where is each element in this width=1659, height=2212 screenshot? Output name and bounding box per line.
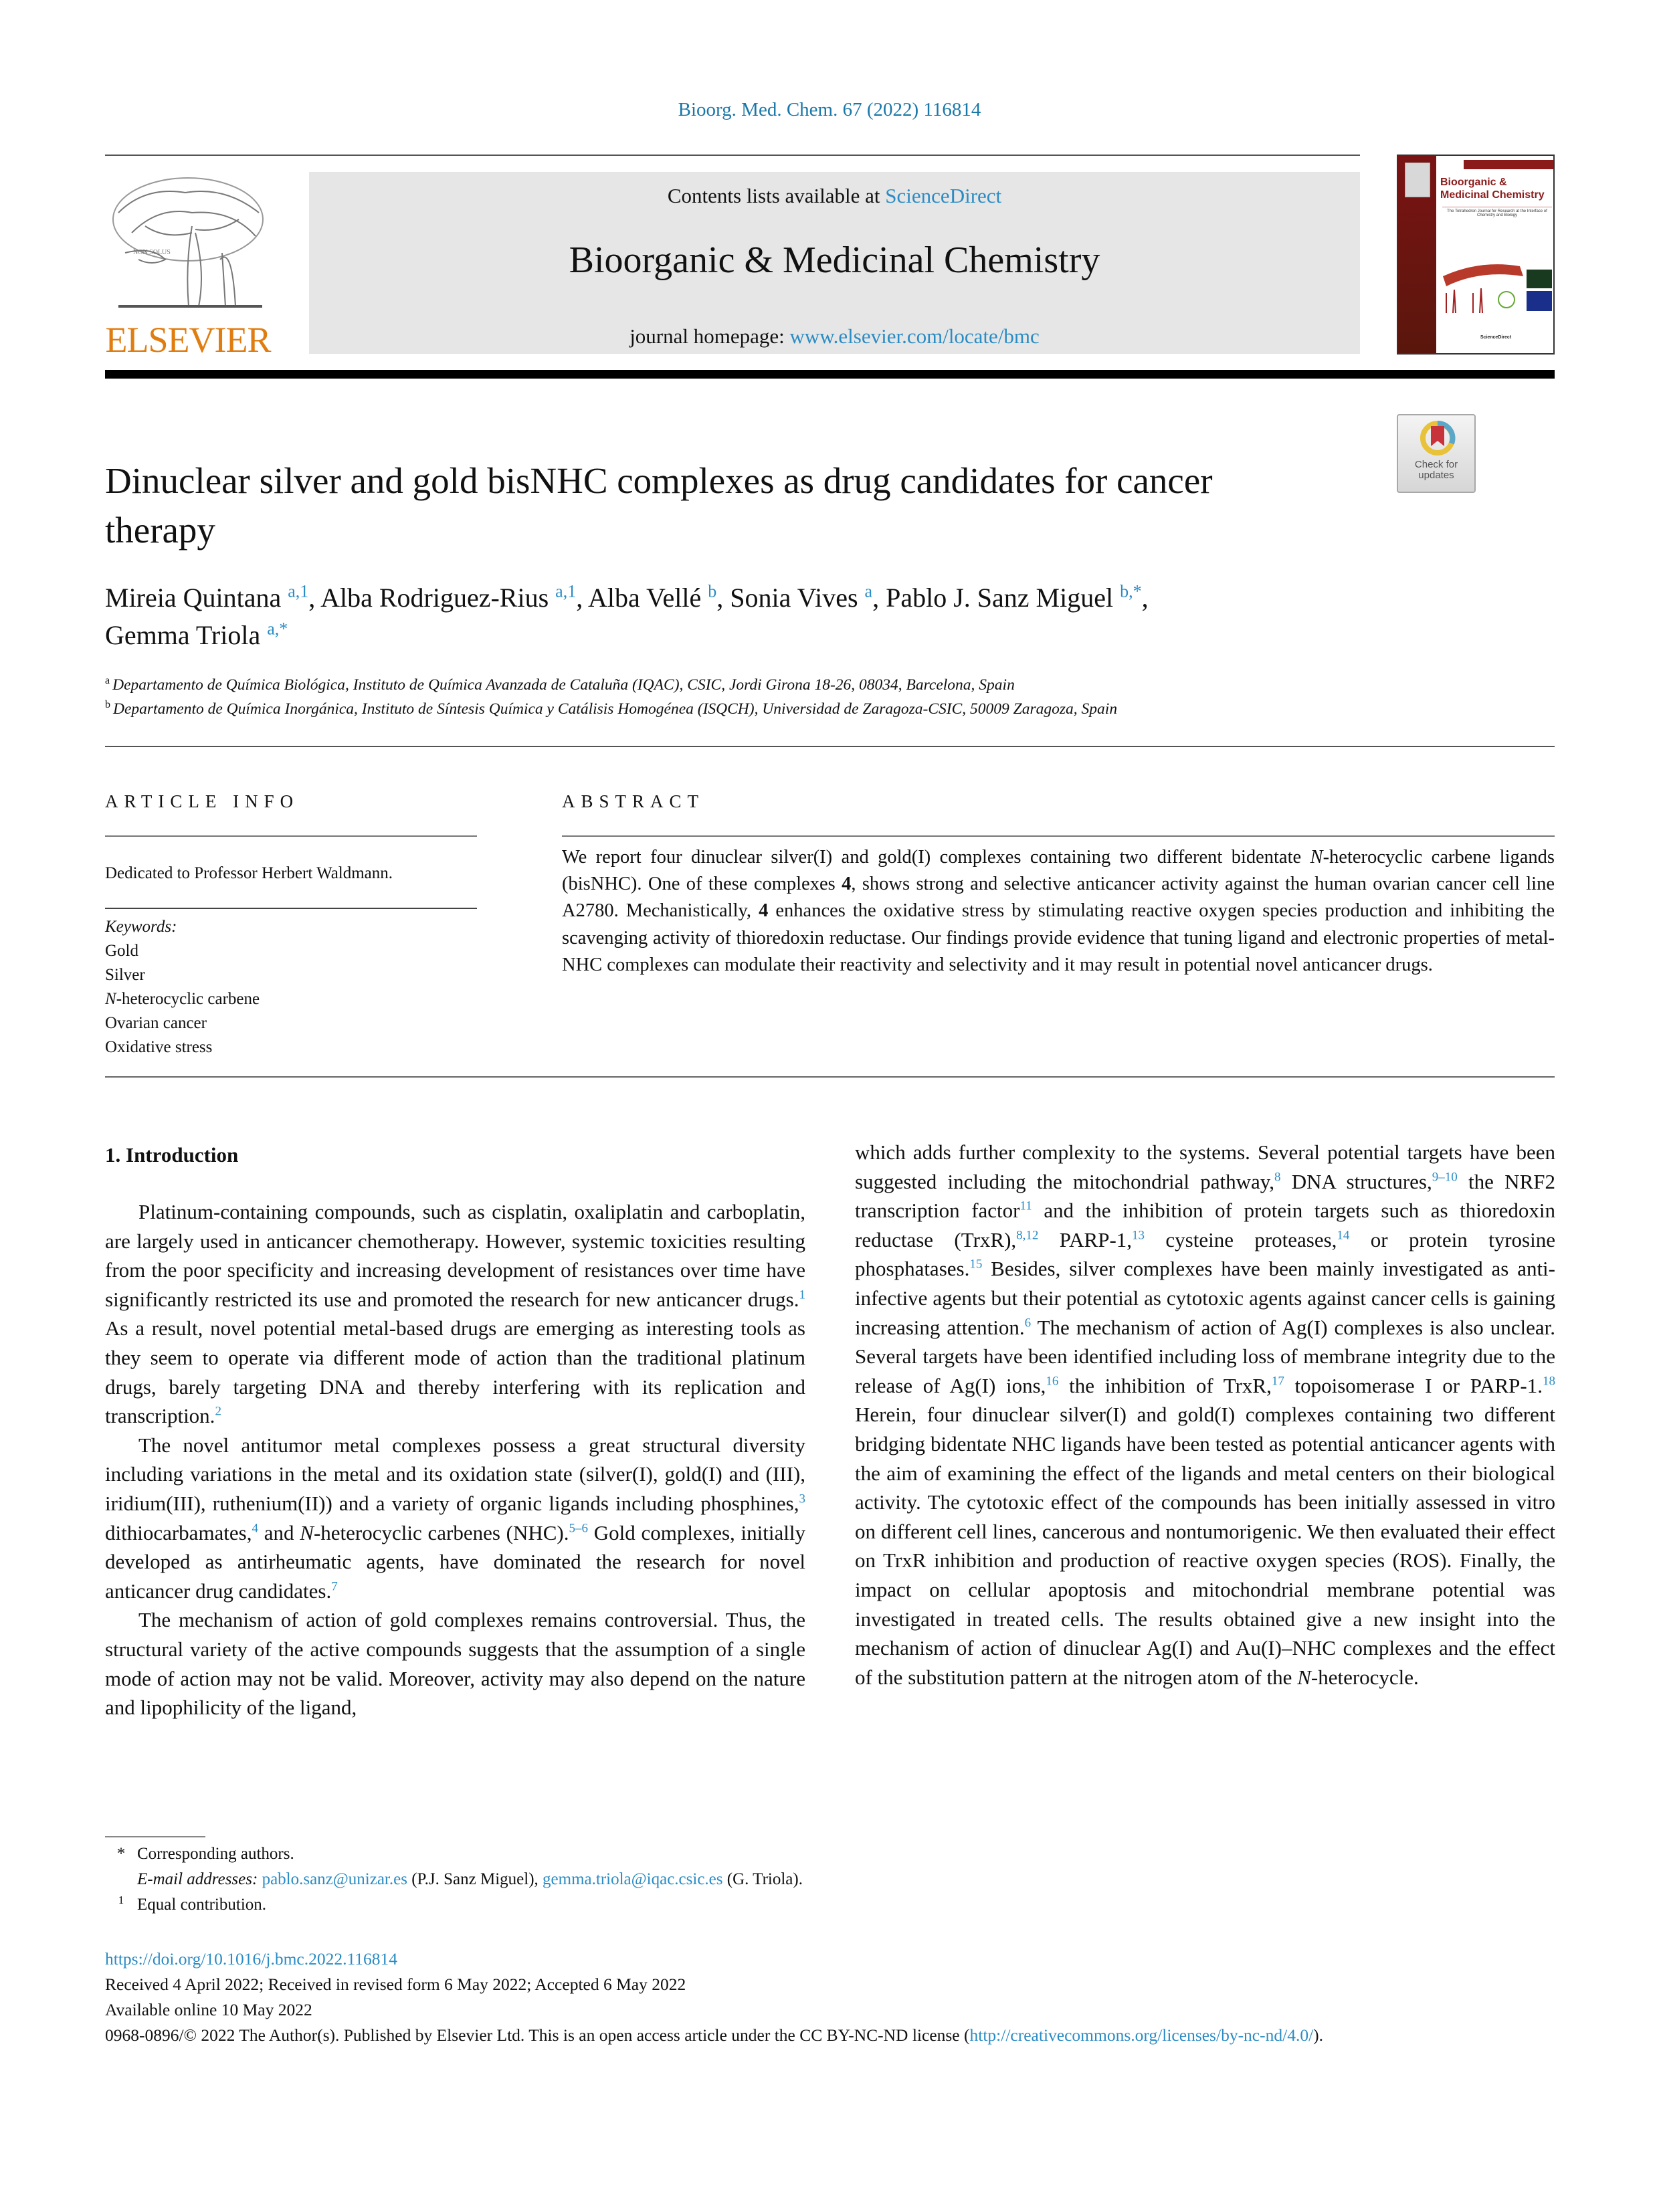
footnote-emails: E-mail addresses: pablo.sanz@unizar.es (P.J. Sanz Miguel), gemma.triola@iqac.csic.es (G. Triola). <box>137 1870 803 1888</box>
author-name[interactable]: Gemma Triola <box>105 620 261 650</box>
article-info-heading: ARTICLE INFO <box>105 791 300 811</box>
reference-link[interactable]: 5–6 <box>569 1521 588 1536</box>
bookmark-badge-icon <box>1420 419 1456 457</box>
license-statement: 0968-0896/© 2022 The Author(s). Published by Elsevier Ltd. This is an open access article under the CC BY-NC-ND license (http://creativecommons.org/licenses/by-nc-nd/4.0/). <box>105 2025 1324 2045</box>
keyword: Gold <box>105 942 138 960</box>
paragraph: Platinum-containing compounds, such as cisplatin, oxaliplatin and carboplatin, are largely used in anticancer chemotherapy. However, systemic toxicities resulting from the poor specificity and increasing development of resistances over time have significantly restricted its use and promoted the research for new anticancer drugs.$^1$ As a result, novel potential metal-based drugs are emerging as interesting tools as they seem to operate via different mode of action than the traditional platinum drugs, barely targeting DNA and thereby interfering with its replication and transcription.$^2$ <box>105 1200 805 1428</box>
author-name[interactable]: Mireia Quintana <box>105 583 282 613</box>
reference-link[interactable]: 9–10 <box>1432 1170 1458 1185</box>
author-name[interactable]: Alba Vellé <box>588 583 702 613</box>
cover-subtitle: The Tetrahedron Journal for Research at the Interface of Chemistry and Biology <box>1442 207 1552 217</box>
keyword: Oxidative stress <box>105 1038 213 1056</box>
affiliations <box>105 673 1510 721</box>
author-name[interactable]: Alba Rodriguez-Rius <box>320 583 549 613</box>
keyword: N-heterocyclic carbene <box>105 990 260 1008</box>
tree-logo-icon <box>105 173 271 320</box>
author-name[interactable]: Sonia Vives <box>730 583 858 613</box>
author-affiliation-mark[interactable]: a,* <box>267 619 288 639</box>
journal-citation-link[interactable]: Bioorg. Med. Chem. 67 (2022) 116814 <box>678 99 981 120</box>
keywords-rule <box>105 908 477 909</box>
header-thick-rule <box>105 370 1555 379</box>
license-link[interactable]: http://creativecommons.org/licenses/by-nc-nd/4.0/ <box>969 2025 1314 2045</box>
abstract-heading: ABSTRACT <box>562 791 705 811</box>
footnote-rule <box>105 1836 205 1837</box>
cover-title: Bioorganic & Medicinal Chemistry <box>1440 177 1545 201</box>
reference-link[interactable]: 18 <box>1543 1374 1555 1389</box>
reference-link[interactable]: 1 <box>799 1288 805 1302</box>
author-affiliation-mark[interactable]: b <box>708 581 717 601</box>
keywords-list <box>105 915 260 1060</box>
author-list: Mireia Quintana $^{a,1}$, Alba Rodriguez-Rius $^{a,1}$, Alba Vellé $^b$, Sonia Vives $^a$, Pablo J. Sanz Miguel $^{b,*}$, Gemma Triola $^{a,*}$ <box>105 581 1149 650</box>
article-footer <box>105 1946 1563 2048</box>
reference-link[interactable]: 2 <box>215 1404 221 1419</box>
affiliation-item: $^b$ Departamento de Química Inorgánica, Instituto de Síntesis Química y Catálisis Homogénea (ISQCH), Universidad de Zaragoza-CSIC, 50009 Zaragoza, Spain <box>105 699 1118 718</box>
reference-link[interactable]: 13 <box>1132 1228 1145 1243</box>
author-affiliation-mark[interactable]: b,* <box>1120 581 1142 601</box>
body-column-right <box>855 1138 1555 1692</box>
email-link[interactable]: gemma.triola@iqac.csic.es <box>543 1870 723 1888</box>
email-link[interactable]: pablo.sanz@unizar.es <box>262 1870 407 1888</box>
author-affiliation-mark[interactable]: a,1 <box>555 581 577 601</box>
article-info-rule <box>105 835 477 837</box>
doi-link[interactable]: https://doi.org/10.1016/j.bmc.2022.116814 <box>105 1949 398 1969</box>
keywords-label: Keywords: <box>105 918 177 936</box>
reference-link[interactable]: 8 <box>1274 1170 1281 1185</box>
journal-name: Bioorganic & Medicinal Chemistry <box>569 239 1100 281</box>
keyword: Ovarian cancer <box>105 1014 207 1032</box>
check-for-updates-button[interactable] <box>1397 414 1476 493</box>
journal-banner <box>309 172 1360 354</box>
journal-cover-image[interactable] <box>1397 155 1555 355</box>
author-name[interactable]: Pablo J. Sanz Miguel <box>886 583 1114 613</box>
abstract-rule <box>562 835 1555 837</box>
journal-homepage-link[interactable]: www.elsevier.com/locate/bmc <box>789 324 1040 348</box>
keyword: Silver <box>105 966 145 984</box>
cover-top-bar <box>1464 160 1553 169</box>
elsevier-logo[interactable] <box>105 173 271 360</box>
footnote-equal-contribution: 1 Equal contribution. <box>118 1893 267 1914</box>
homepage-line: journal homepage: www.elsevier.com/locate/bmc <box>629 324 1040 348</box>
affiliation-item: $^a$ Departamento de Química Biológica, Instituto de Química Avanzada de Cataluña (IQAC), CSIC, Jordi Girona 18-26, 08034, Barcelona, Spain <box>105 675 1015 694</box>
reference-link[interactable]: 14 <box>1337 1228 1350 1243</box>
svg-text:NON SOLUS: NON SOLUS <box>133 249 171 256</box>
footnote-corresponding: * Corresponding authors. <box>116 1845 294 1863</box>
cover-footer: ScienceDirect <box>1480 335 1512 340</box>
body-column-left <box>105 1197 805 1722</box>
reference-link[interactable]: 16 <box>1046 1374 1059 1389</box>
reference-link[interactable]: 15 <box>969 1258 983 1272</box>
footnotes <box>105 1841 1510 1918</box>
cover-artwork-icon <box>1440 256 1553 316</box>
paragraph: The mechanism of action of gold complexes remains controversial. Thus, the structural variety of the active compounds suggests that the assumption of a single mode of action may not be valid. Moreover, activity may also depend on the nature and lipophilicity of the ligand, <box>105 1608 805 1720</box>
abstract-body: We report four dinuclear silver(I) and gold(I) complexes containing two different bidentate N-heterocyclic carbene ligands (bisNHC). One of these complexes 4, shows strong and selective anticancer activity against the human ovarian cancer cell line A2780. Mechanistically, 4 enhances the oxidative stress by stimulating reactive oxygen species production and inhibiting the scavenging activity of thioredoxin reductase. Our findings provide evidence that tuning ligand and electronic properties of metal-NHC complexes can modulate their reactivity and selectivity and it may result in potential novel anticancer drugs. <box>562 847 1555 975</box>
author-affiliation-mark[interactable]: a,1 <box>288 581 309 601</box>
reference-link[interactable]: 17 <box>1271 1374 1284 1389</box>
reference-link[interactable]: 4 <box>252 1521 258 1536</box>
contents-line: Contents lists available at ScienceDirect <box>667 184 1002 207</box>
check-for-updates-label: Check for updates <box>1414 459 1458 481</box>
elsevier-wordmark: ELSEVIER <box>105 320 271 360</box>
dedication: Dedicated to Professor Herbert Waldmann. <box>105 864 393 882</box>
reference-link[interactable]: 11 <box>1019 1199 1032 1213</box>
reference-link[interactable]: 8,12 <box>1016 1228 1039 1243</box>
cover-elsevier-icon <box>1405 163 1430 197</box>
paragraph: which adds further complexity to the systems. Several potential targets have been suggested including the mitochondrial pathway,$^8$ DNA structures,$^{9-10}$ the NRF2 transcription factor$^{11}$ and the inhibition of protein targets such as thioredoxin reductase (TrxR),$^{8,12}$ PARP-1,13 cysteine proteases,$^{14}$ or protein tyrosine phosphatases.$^{15}$ Besides, silver complexes have been mainly investigated as anti-infective agents but their potential as cytotoxic agents against cancer cells is gaining increasing attention.$^6$ The mechanism of action of Ag(I) complexes is also unclear. Several targets have been identified including loss of membrane integrity due to the release of Ag(I) ions,$^{16}$ the inhibition of TrxR,$^{17}$ topoisomerase I or PARP-1.18 Herein, four dinuclear silver(I) and gold(I) complexes containing two different bridging bidentate NHC ligands have been tested as potential anticancer agents with the aim of examining the effect of the ligands and metal centers on their biological activity. The cytotoxic effect of the compounds has been initially assessed in vitro on different cell lines, cancerous and nontumorigenic. We then evaluated their effect on TrxR inhibition and production of reactive oxygen species (ROS). Finally, the impact on cellular apoptosis and mitochondrial membrane potential was investigated in treated cells. The results obtained give a new insight into the mechanism of action of dinuclear Ag(I) and Au(I)–NHC complexes and the effect of the substitution pattern at the nitrogen atom of the N-heterocycle. <box>855 1140 1556 1689</box>
available-online: Available online 10 May 2022 <box>105 2000 312 2019</box>
section-heading-introduction: 1. Introduction <box>105 1143 239 1167</box>
reference-link[interactable]: 3 <box>799 1492 805 1506</box>
abstract-bottom-rule <box>105 1076 1555 1078</box>
reference-link[interactable]: 6 <box>1024 1316 1032 1330</box>
article-title: Dinuclear silver and gold bisNHC complexes as drug candidates for cancer therapy <box>105 460 1213 550</box>
header-rule <box>105 155 1360 156</box>
received-dates: Received 4 April 2022; Received in revised form 6 May 2022; Accepted 6 May 2022 <box>105 1975 686 1994</box>
reference-link[interactable]: 7 <box>331 1579 338 1594</box>
sciencedirect-link[interactable]: ScienceDirect <box>885 184 1002 207</box>
paragraph: The novel antitumor metal complexes possess a great structural diversity including variations in the metal and its oxidation state (silver(I), gold(I) and (III), iridium(III), ruthenium(II)) and a variety of organic ligands including phosphines,$^3$ dithiocarbamates,$^4$ and N-heterocyclic carbenes (NHC).$^{5-6}$ Gold complexes, initially developed as antirheumatic agents, have dominated the research for novel anticancer drug candidates.$^7$ <box>105 1433 805 1603</box>
title-rule <box>105 746 1555 747</box>
author-affiliation-mark[interactable]: a <box>864 581 873 601</box>
